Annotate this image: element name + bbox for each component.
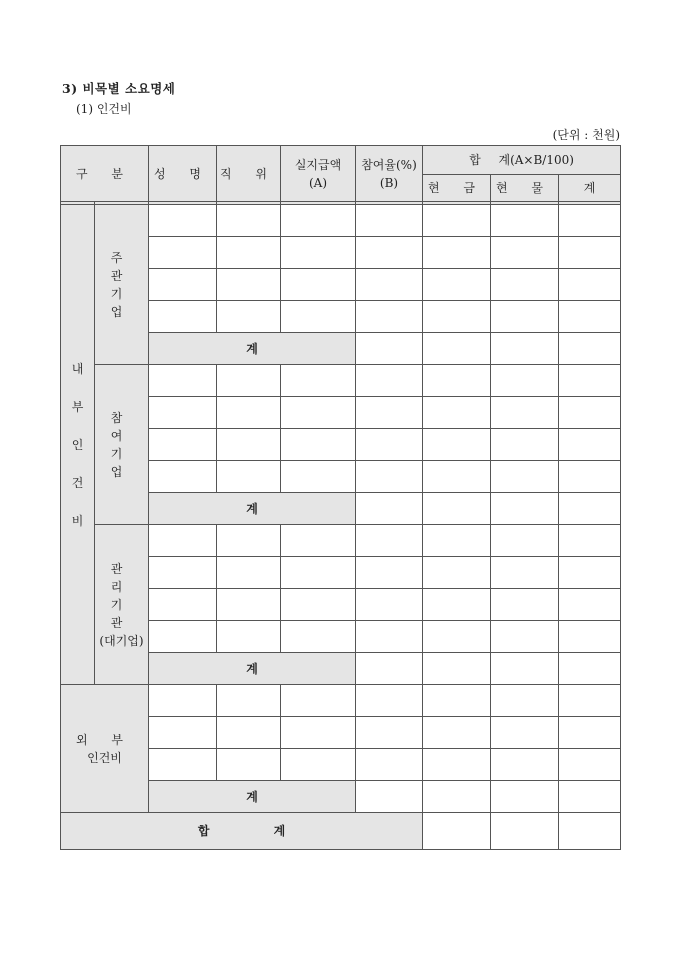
table-cell[interactable] xyxy=(149,685,217,717)
table-cell[interactable] xyxy=(149,717,217,749)
table-cell[interactable] xyxy=(491,205,559,237)
header-in-kind: 현 물 xyxy=(491,175,559,202)
group-lead-company: 주 관 기 업 xyxy=(95,205,149,365)
table-cell[interactable] xyxy=(491,653,559,685)
table-cell[interactable] xyxy=(559,429,621,461)
table-cell[interactable] xyxy=(423,781,491,813)
table-cell[interactable] xyxy=(217,269,281,301)
table-cell[interactable] xyxy=(356,205,423,237)
group-managing-org: 관 리 기 관 (대기업) xyxy=(95,525,149,685)
table-cell[interactable] xyxy=(356,717,423,749)
table-cell[interactable] xyxy=(281,301,356,333)
table-cell[interactable] xyxy=(491,333,559,365)
table-cell[interactable] xyxy=(217,301,281,333)
subtotal-participating-company: 계 xyxy=(149,493,356,525)
table-cell[interactable] xyxy=(217,429,281,461)
table-cell[interactable] xyxy=(281,205,356,237)
table-cell[interactable] xyxy=(559,557,621,589)
table-cell[interactable] xyxy=(356,429,423,461)
table-cell[interactable] xyxy=(356,493,423,525)
table-cell[interactable] xyxy=(423,813,491,850)
table-cell[interactable] xyxy=(559,621,621,653)
table-cell[interactable] xyxy=(423,525,491,557)
table-cell[interactable] xyxy=(559,749,621,781)
table-cell[interactable] xyxy=(491,461,559,493)
table-cell[interactable] xyxy=(356,397,423,429)
grand-total-label: 합 계 xyxy=(61,813,423,850)
table-cell[interactable] xyxy=(491,525,559,557)
subtotal-managing-org: 계 xyxy=(149,653,356,685)
table-cell[interactable] xyxy=(423,461,491,493)
internal-personnel-label: 내 부 인 건 비 xyxy=(61,205,95,685)
table-cell[interactable] xyxy=(217,205,281,237)
table-cell[interactable] xyxy=(559,301,621,333)
table-cell[interactable] xyxy=(491,365,559,397)
header-salary: 실지급액 (A) xyxy=(281,146,356,202)
table-cell[interactable] xyxy=(559,589,621,621)
header-sum: 계 xyxy=(559,175,621,202)
table-cell[interactable] xyxy=(423,653,491,685)
table-cell[interactable] xyxy=(149,205,217,237)
table-cell[interactable] xyxy=(281,365,356,397)
table-cell[interactable] xyxy=(423,365,491,397)
table-cell[interactable] xyxy=(491,717,559,749)
table-cell[interactable] xyxy=(149,397,217,429)
table-cell[interactable] xyxy=(559,813,621,850)
table-cell[interactable] xyxy=(356,237,423,269)
table-cell[interactable] xyxy=(217,685,281,717)
table-cell[interactable] xyxy=(149,237,217,269)
table-cell[interactable] xyxy=(491,685,559,717)
table-cell[interactable] xyxy=(491,813,559,850)
group-external-personnel: 외 부 인건비 xyxy=(61,685,149,813)
table-cell[interactable] xyxy=(149,749,217,781)
table-cell[interactable] xyxy=(559,525,621,557)
table-cell[interactable] xyxy=(491,237,559,269)
table-cell[interactable] xyxy=(423,429,491,461)
table-cell[interactable] xyxy=(281,269,356,301)
group-participating-company: 참 여 기 업 xyxy=(95,365,149,525)
table-cell[interactable] xyxy=(491,269,559,301)
table-cell[interactable] xyxy=(356,301,423,333)
table-cell[interactable] xyxy=(491,301,559,333)
table-cell[interactable] xyxy=(559,205,621,237)
table-cell[interactable] xyxy=(217,589,281,621)
table-cell[interactable] xyxy=(356,653,423,685)
table-cell[interactable] xyxy=(281,525,356,557)
header-cash: 현 금 xyxy=(423,175,491,202)
table-cell[interactable] xyxy=(281,621,356,653)
table-cell[interactable] xyxy=(217,557,281,589)
table-cell[interactable] xyxy=(491,749,559,781)
table-cell[interactable] xyxy=(491,589,559,621)
table-cell[interactable] xyxy=(491,397,559,429)
table-cell[interactable] xyxy=(356,589,423,621)
section-heading: 3) 비목별 소요명세 xyxy=(62,81,176,96)
table-cell[interactable] xyxy=(423,557,491,589)
table-cell[interactable] xyxy=(423,269,491,301)
table-cell[interactable] xyxy=(559,685,621,717)
table-cell[interactable] xyxy=(356,685,423,717)
table-cell[interactable] xyxy=(423,237,491,269)
table-cell[interactable] xyxy=(423,589,491,621)
table-cell[interactable] xyxy=(559,461,621,493)
table-cell[interactable] xyxy=(491,781,559,813)
table-cell[interactable] xyxy=(149,301,217,333)
table-cell[interactable] xyxy=(281,557,356,589)
table-cell[interactable] xyxy=(356,333,423,365)
table-cell[interactable] xyxy=(217,461,281,493)
table-cell[interactable] xyxy=(149,365,217,397)
table-cell[interactable] xyxy=(281,717,356,749)
table-cell[interactable] xyxy=(281,461,356,493)
table-cell[interactable] xyxy=(281,397,356,429)
table-cell[interactable] xyxy=(217,749,281,781)
unit-label: (단위 : 천원) xyxy=(552,128,620,142)
table-cell[interactable] xyxy=(281,749,356,781)
table-cell[interactable] xyxy=(423,621,491,653)
table-cell[interactable] xyxy=(423,333,491,365)
table-cell[interactable] xyxy=(217,397,281,429)
table-cell[interactable] xyxy=(559,781,621,813)
table-cell[interactable] xyxy=(559,493,621,525)
header-participation: 참여율(%) (B) xyxy=(356,146,423,202)
table-cell[interactable] xyxy=(491,429,559,461)
table-cell[interactable] xyxy=(217,525,281,557)
header-name: 성 명 xyxy=(149,146,217,202)
personnel-cost-table xyxy=(60,145,621,850)
table-cell[interactable] xyxy=(356,557,423,589)
table-cell[interactable] xyxy=(217,365,281,397)
header-position: 직 위 xyxy=(217,146,281,202)
table-cell[interactable] xyxy=(356,749,423,781)
table-cell[interactable] xyxy=(491,493,559,525)
table-cell[interactable] xyxy=(281,429,356,461)
table-cell[interactable] xyxy=(356,461,423,493)
header-division: 구 분 xyxy=(61,146,149,202)
table-cell[interactable] xyxy=(423,493,491,525)
table-cell[interactable] xyxy=(423,749,491,781)
table-cell[interactable] xyxy=(149,269,217,301)
header-total: 합 계(A×B/100) xyxy=(423,146,621,175)
table-cell[interactable] xyxy=(559,397,621,429)
table-cell[interactable] xyxy=(423,685,491,717)
table-cell[interactable] xyxy=(423,205,491,237)
table-cell[interactable] xyxy=(356,269,423,301)
table-cell[interactable] xyxy=(559,269,621,301)
table-cell[interactable] xyxy=(149,589,217,621)
table-cell[interactable] xyxy=(281,589,356,621)
table-cell[interactable] xyxy=(356,525,423,557)
table-cell[interactable] xyxy=(149,429,217,461)
table-cell[interactable] xyxy=(423,301,491,333)
table-cell[interactable] xyxy=(356,621,423,653)
table-cell[interactable] xyxy=(281,237,356,269)
table-cell[interactable] xyxy=(559,365,621,397)
table-cell[interactable] xyxy=(423,717,491,749)
table-cell[interactable] xyxy=(559,653,621,685)
table-cell[interactable] xyxy=(149,461,217,493)
table-cell[interactable] xyxy=(491,557,559,589)
table-cell[interactable] xyxy=(281,685,356,717)
table-cell[interactable] xyxy=(149,557,217,589)
table-cell[interactable] xyxy=(423,397,491,429)
table-cell[interactable] xyxy=(217,717,281,749)
table-cell[interactable] xyxy=(491,621,559,653)
table-cell[interactable] xyxy=(559,717,621,749)
table-cell[interactable] xyxy=(217,237,281,269)
table-cell[interactable] xyxy=(149,621,217,653)
table-cell[interactable] xyxy=(356,365,423,397)
table-cell[interactable] xyxy=(149,525,217,557)
subtotal-external: 계 xyxy=(149,781,356,813)
table-cell[interactable] xyxy=(559,237,621,269)
table-cell[interactable] xyxy=(356,781,423,813)
subsection-heading: (1) 인건비 xyxy=(76,102,132,116)
subtotal-lead-company: 계 xyxy=(149,333,356,365)
table-cell[interactable] xyxy=(559,333,621,365)
table-cell[interactable] xyxy=(217,621,281,653)
